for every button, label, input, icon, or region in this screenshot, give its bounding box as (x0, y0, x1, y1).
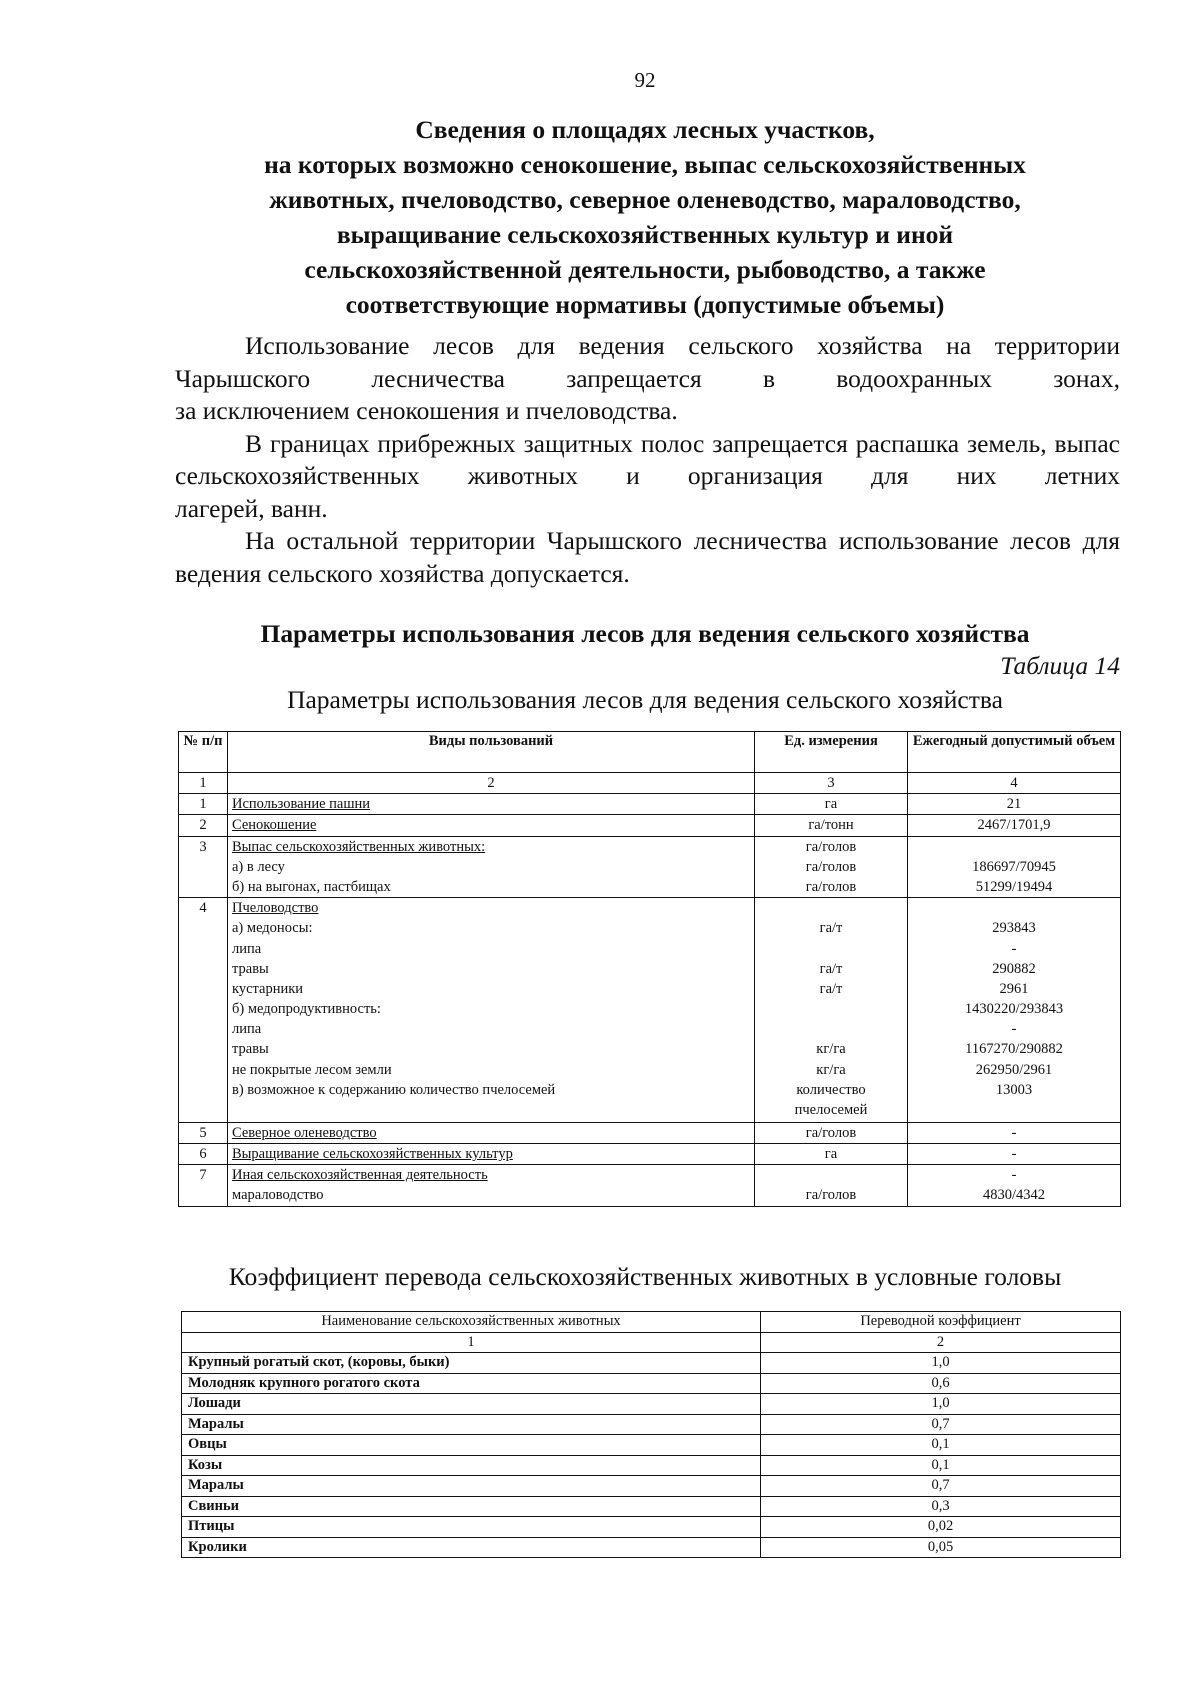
column-number: 3 (755, 773, 908, 794)
heading-line: выращивание сельскохозяйственных культур и иной (336, 220, 954, 249)
use-type-cell: а) медоносы: (228, 918, 755, 938)
unit-cell: га/т (755, 959, 908, 979)
volume-cell: 293843 (908, 918, 1121, 938)
column-number-row (182, 1332, 1121, 1353)
table-row (179, 1144, 1121, 1165)
volume-cell (908, 898, 1121, 919)
volume-cell: 262950/2961 (908, 1060, 1121, 1080)
intro-text (175, 330, 1120, 590)
use-type-cell: липа (228, 939, 755, 959)
row-number-cell: 5 (179, 1122, 228, 1143)
volume-cell: - (908, 1019, 1121, 1039)
paragraph: за исключением сенокошения и пчеловодства. (175, 396, 678, 425)
coefficient-cell: 0,6 (761, 1373, 1121, 1394)
volume-cell: - (908, 1165, 1121, 1186)
column-number: 1 (179, 773, 228, 794)
volume-cell: 1430220/293843 (908, 999, 1121, 1019)
volume-cell: 1167270/290882 (908, 1039, 1121, 1059)
table-row (179, 815, 1121, 836)
coefficient-cell: 1,0 (761, 1394, 1121, 1415)
table-row (179, 979, 1121, 999)
volume-cell: 51299/19494 (908, 877, 1121, 898)
paragraph: лагерей, ванн. (175, 493, 328, 523)
coefficient-cell: 0,7 (761, 1414, 1121, 1435)
volume-cell: 13003 (908, 1080, 1121, 1123)
row-number-cell (179, 1060, 228, 1080)
row-number-cell (179, 877, 228, 898)
row-number-cell (179, 939, 228, 959)
animal-name-cell: Свиньи (182, 1496, 761, 1517)
use-type-cell: не покрытые лесом земли (228, 1060, 755, 1080)
unit-cell (755, 1165, 908, 1186)
paragraph: В границах прибрежных защитных полос запрещается распашка земель, выпас сельскохозяйственных животных и организация для них летних (175, 428, 1120, 490)
animal-name-cell: Птицы (182, 1517, 761, 1538)
column-number: 2 (761, 1332, 1121, 1353)
use-type-cell: Пчеловодство (228, 898, 755, 919)
volume-cell: 186697/70945 (908, 857, 1121, 877)
table-row (182, 1373, 1121, 1394)
paragraph: На остальной территории Чарышского лесничества использование лесов для ведения сельского хозяйства допускается. (175, 526, 1120, 588)
column-number: 2 (228, 773, 755, 794)
paragraph: Использование лесов для ведения сельского хозяйства на территории Чарышского лесничества запрещается в водоохранных зонах, (175, 331, 1120, 393)
row-number-cell (179, 959, 228, 979)
use-type-cell: Сенокошение (228, 815, 755, 836)
unit-cell (755, 898, 908, 919)
table-row (182, 1435, 1121, 1456)
section-heading (150, 112, 1140, 322)
unit-cell: га/голов (755, 877, 908, 898)
row-number-cell (179, 1185, 228, 1206)
heading-line: сельскохозяйственной деятельности, рыбоводство, а также (304, 255, 986, 284)
params-title: Параметры использования лесов для ведения сельского хозяйства (260, 619, 1030, 648)
use-type-cell: травы (228, 959, 755, 979)
table-row (179, 1039, 1121, 1059)
row-number-cell (179, 918, 228, 938)
unit-cell (755, 939, 908, 959)
animal-name-cell: Овцы (182, 1435, 761, 1456)
unit-cell: кг/га (755, 1039, 908, 1059)
row-number-cell (179, 1039, 228, 1059)
row-number-cell: 6 (179, 1144, 228, 1165)
unit-cell (755, 1019, 908, 1039)
table-header-row (182, 1312, 1121, 1333)
table-row (179, 1122, 1121, 1143)
use-type-cell: кустарники (228, 979, 755, 999)
table-row (179, 999, 1121, 1019)
unit-cell: га (755, 794, 908, 815)
use-type-cell: б) медопродуктивность: (228, 999, 755, 1019)
volume-cell: - (908, 939, 1121, 959)
header-cell: Переводной коэффициент (761, 1312, 1121, 1333)
table-row (179, 836, 1121, 857)
table-row (179, 959, 1121, 979)
row-number-cell: 2 (179, 815, 228, 836)
header-cell: Наименование сельскохозяйственных животных (182, 1312, 761, 1333)
header-cell: Виды пользований (228, 732, 755, 773)
table-row (182, 1455, 1121, 1476)
row-number-cell: 7 (179, 1165, 228, 1186)
use-type-cell: Выпас сельскохозяйственных животных: (228, 836, 755, 857)
row-number-cell: 3 (179, 836, 228, 857)
column-number: 4 (908, 773, 1121, 794)
animal-name-cell: Маралы (182, 1414, 761, 1435)
volume-cell (908, 836, 1121, 857)
unit-cell: га/голов (755, 1122, 908, 1143)
volume-cell: - (908, 1144, 1121, 1165)
coef-caption: Коэффициент перевода сельскохозяйственных животных в условные головы (228, 1262, 1062, 1291)
animal-name-cell: Крупный рогатый скот, (коровы, быки) (182, 1353, 761, 1374)
coefficient-cell: 0,3 (761, 1496, 1121, 1517)
unit-cell: количество пчелосемей (755, 1080, 908, 1123)
row-number-cell (179, 999, 228, 1019)
row-number-cell (179, 1019, 228, 1039)
table-caption: Параметры использования лесов для ведения сельского хозяйства (287, 685, 1003, 714)
row-number-cell (179, 979, 228, 999)
unit-cell (755, 999, 908, 1019)
page-number: 92 (634, 68, 656, 92)
column-number: 1 (182, 1332, 761, 1353)
heading-line: на которых возможно сенокошение, выпас сельскохозяйственных (264, 150, 1026, 179)
use-type-cell: б) на выгонах, пастбищах (228, 877, 755, 898)
use-type-cell: Иная сельскохозяйственная деятельность (228, 1165, 755, 1186)
volume-cell: 2961 (908, 979, 1121, 999)
table-row (182, 1394, 1121, 1415)
table-row (182, 1353, 1121, 1374)
row-number-cell: 4 (179, 898, 228, 919)
coefficient-cell: 0,05 (761, 1537, 1121, 1558)
row-number-cell (179, 1080, 228, 1123)
volume-cell: 21 (908, 794, 1121, 815)
table-row (182, 1476, 1121, 1497)
unit-cell: га/голов (755, 836, 908, 857)
table-row (179, 939, 1121, 959)
header-cell: № п/п (179, 732, 228, 773)
animal-name-cell: Козы (182, 1455, 761, 1476)
coefficient-cell: 0,1 (761, 1435, 1121, 1456)
animal-name-cell: Маралы (182, 1476, 761, 1497)
use-type-cell: Северное оленеводство (228, 1122, 755, 1143)
table-row (182, 1537, 1121, 1558)
use-type-cell: Выращивание сельскохозяйственных культур (228, 1144, 755, 1165)
coefficient-cell: 0,1 (761, 1455, 1121, 1476)
table-row (179, 1165, 1121, 1186)
animal-name-cell: Кролики (182, 1537, 761, 1558)
table-row (182, 1496, 1121, 1517)
table-row (179, 1080, 1121, 1123)
forest-use-table (178, 731, 1121, 1207)
unit-cell: га/тонн (755, 815, 908, 836)
unit-cell: га/т (755, 979, 908, 999)
use-type-cell: Использование пашни (228, 794, 755, 815)
use-type-cell: мараловодство (228, 1185, 755, 1206)
use-type-cell: в) возможное к содержанию количество пчелосемей (228, 1080, 755, 1123)
table-row (179, 1185, 1121, 1206)
animal-name-cell: Молодняк крупного рогатого скота (182, 1373, 761, 1394)
header-cell: Ежегодный допустимый объем (908, 732, 1121, 773)
header-cell: Ед. измерения (755, 732, 908, 773)
row-number-cell (179, 857, 228, 877)
use-type-cell: травы (228, 1039, 755, 1059)
coefficient-table (181, 1311, 1121, 1558)
unit-cell: га (755, 1144, 908, 1165)
table-row (179, 794, 1121, 815)
table-row (179, 898, 1121, 919)
table-row (182, 1414, 1121, 1435)
table-row (182, 1517, 1121, 1538)
unit-cell: га/голов (755, 1185, 908, 1206)
volume-cell: - (908, 1122, 1121, 1143)
table-row (179, 1060, 1121, 1080)
table-header-row (179, 732, 1121, 773)
animal-name-cell: Лошади (182, 1394, 761, 1415)
heading-line: соответствующие нормативы (допустимые объемы) (345, 290, 945, 319)
coefficient-cell: 0,02 (761, 1517, 1121, 1538)
volume-cell: 4830/4342 (908, 1185, 1121, 1206)
coefficient-cell: 1,0 (761, 1353, 1121, 1374)
coefficient-cell: 0,7 (761, 1476, 1121, 1497)
table-row (179, 918, 1121, 938)
use-type-cell: а) в лесу (228, 857, 755, 877)
unit-cell: га/голов (755, 857, 908, 877)
unit-cell: га/т (755, 918, 908, 938)
volume-cell: 290882 (908, 959, 1121, 979)
table-label: Таблица 14 (1000, 651, 1120, 680)
table-row (179, 857, 1121, 877)
table-row (179, 877, 1121, 898)
column-number-row (179, 773, 1121, 794)
heading-line: Сведения о площадях лесных участков, (415, 115, 875, 144)
use-type-cell: липа (228, 1019, 755, 1039)
table-row (179, 1019, 1121, 1039)
unit-cell: кг/га (755, 1060, 908, 1080)
row-number-cell: 1 (179, 794, 228, 815)
heading-line: животных, пчеловодство, северное оленеводство, мараловодство, (269, 185, 1021, 214)
volume-cell: 2467/1701,9 (908, 815, 1121, 836)
